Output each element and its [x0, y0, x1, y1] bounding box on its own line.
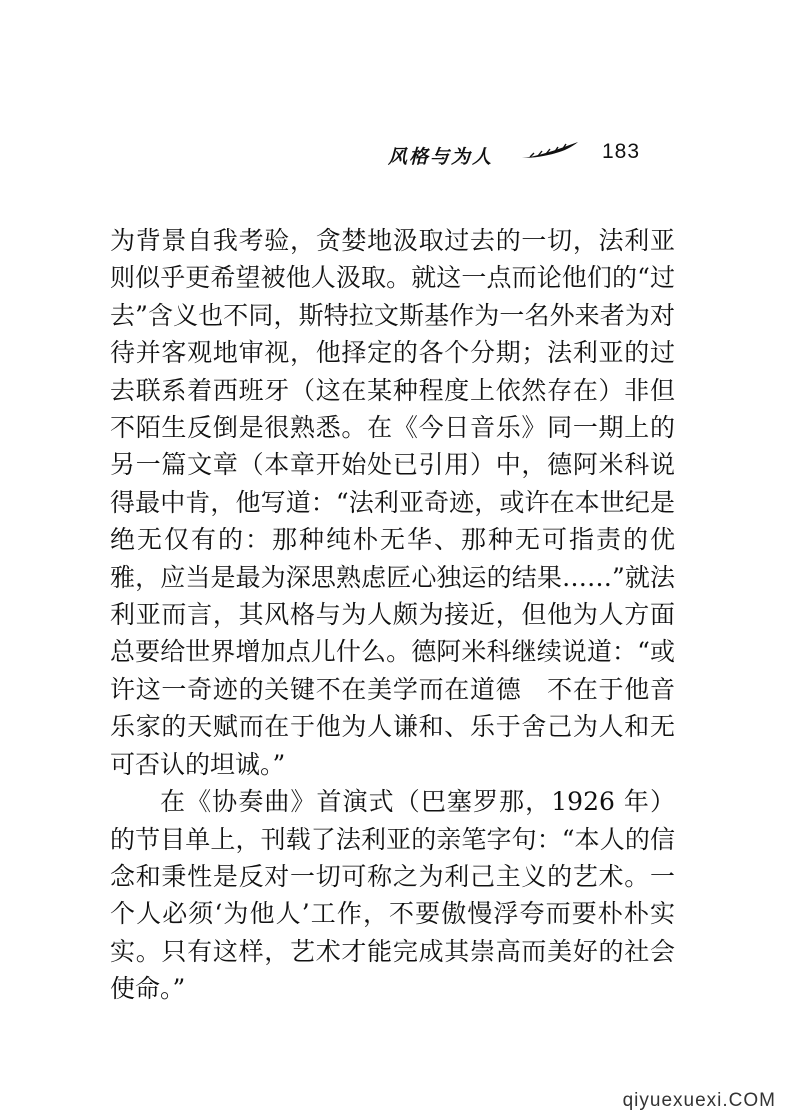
site-watermark: qiyuexuexi.COM: [622, 1090, 776, 1111]
paragraph: 在《协奏曲》首演式（巴塞罗那，1926 年）的节目单上，刊载了法利亚的亲笔字句：“本人的信念和秉性是反对一切可称之为利己主义的艺术。一个人必须‘为他人’工作，不要傲慢浮夸而要朴朴实实。只有这样，艺术才能完成其崇高而美好的社会使命。”: [110, 787, 675, 1004]
running-head: [388, 138, 648, 172]
page-number: 183: [602, 140, 641, 163]
feather-ornament-icon: [520, 138, 580, 168]
paragraph: 为背景自我考验，贪婪地汲取过去的一切，法利亚则似乎更希望被他人汲取。就这一点而论他们的“过去”含义也不同，斯特拉文斯基作为一名外来者为对待并客观地审视，他择定的各个分期；法利亚的过去联系着西班牙（这在某种程度上依然存在）非但不陌生反倒是很熟悉。在《今日音乐》同一期上的另一篇文章（本章开始处已引用）中，德阿米科说得最中肯，他写道：“法利亚奇迹，或许在本世纪是绝无仅有的：那种纯朴无华、那种无可指责的优雅，应当是最为深思熟虑匠心独运的结果……”就法利亚而言，其风格与为人颇为接近，但他为人方面总要给世界增加点儿什么。德阿米科继续说道：“或许这一奇迹的关键不在美学而在道德 不在于他音乐家的天赋而在于他为人谦和、乐于舍己为人和无可否认的坦诚。”: [110, 226, 675, 779]
body-text: [110, 222, 675, 1008]
chapter-title: 风格与为人: [388, 146, 494, 168]
